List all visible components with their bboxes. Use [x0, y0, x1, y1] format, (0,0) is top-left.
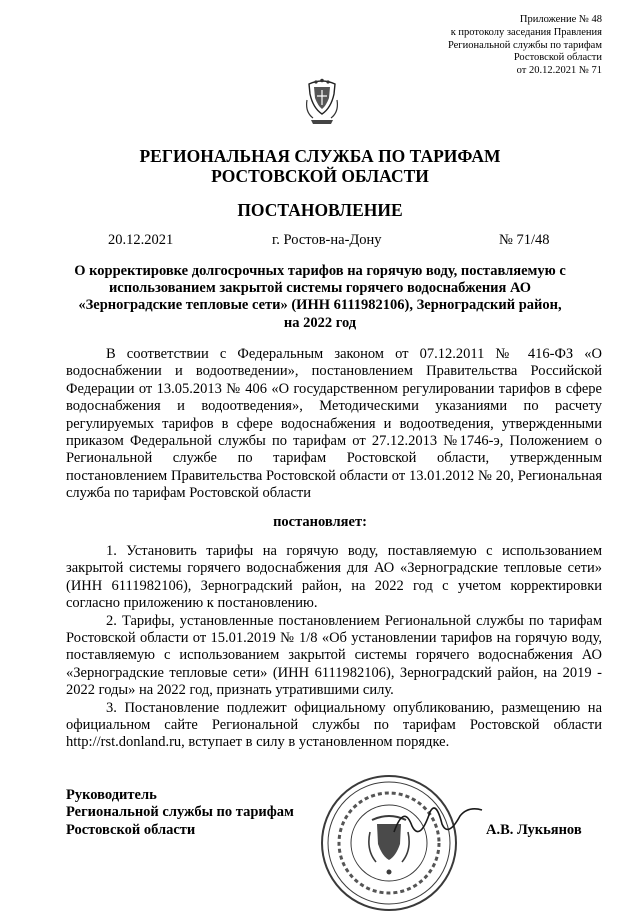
official-seal-icon [318, 772, 460, 914]
document-number: № 71/48 [499, 232, 550, 248]
appendix-line: от 20.12.2021 № 71 [516, 65, 602, 77]
signer-position-line: Руководитель [66, 787, 157, 803]
organization-line: РОСТОВСКОЙ ОБЛАСТИ [211, 166, 429, 186]
document-type: ПОСТАНОВЛЕНИЕ [237, 200, 403, 220]
signer-position [66, 787, 294, 839]
decree-point: 3. Постановление подлежит официальному опубликованию, размещению на официальном сайте Региональной службы по тарифам Ростовской области http://rst.donland.ru, вступает в силу в установленном порядке. [66, 699, 602, 751]
signer-position-line: Ростовской области [66, 821, 196, 838]
coat-of-arms-icon [305, 78, 339, 126]
appendix-line: Приложение № 48 [519, 14, 602, 25]
document-city: г. Ростов-на-Дону [272, 232, 382, 248]
appendix-note [362, 14, 602, 78]
signature-icon [390, 798, 486, 842]
appendix-line: Региональной службы по тарифам [447, 39, 602, 51]
decree-point: 1. Установить тарифы на горячую воду, поставляемую с использованием закрытой системы горячего водоснабжения для АО «Зерноградские тепловые сети» (ИНН 6111982106), Зерноградский район, на 2022 год с учетом корректировки согласно приложению к постановлению. [66, 543, 602, 612]
preamble-paragraph: В соответствии с Федеральным законом от 07.12.2011 № 416-ФЗ «О водоснабжении и водоотведении», постановлением Правительства Российской Федерации от 13.05.2013 № 406 «О государственном регулировании тарифов в сфере водоснабжения и водоотведения», Методическими указаниями по расчету регулируемых тарифов в сфере водоснабжения и водоотведения, утвержденными приказом Федеральной службы по тарифам от 27.12.2013 №1746-э, Положением о Региональной службе по тарифам Ростовской области, утвержденным постановлением Правительства Ростовской области от 13.01.2012 № 20, Региональная служба по тарифам Ростовской области [66, 346, 602, 502]
decree-point: 2. Тарифы, установленные постановлением Региональной службы по тарифам Ростовской области от 15.01.2019 № 1/8 «Об установлении тарифов на горячую воду, поставляемую с использованием закрытой системы горячего водоснабжения АО «Зерноградские тепловые сети» (ИНН 6111982106), Зерноградский район, на 2019 - 2022 годы» на 2022 год, признать утратившими силу. [66, 612, 602, 699]
signer-name: А.В. Лукьянов [486, 822, 582, 838]
document-subject: О корректировке долгосрочных тарифов на горячую воду, поставляемую с использованием закрытой системы горячего водоснабжения АО «Зерноградские тепловые сети» (ИНН 6111982106), Зерноградский район, на 2022 год [74, 263, 566, 331]
organization-line: РЕГИОНАЛЬНАЯ СЛУЖБА ПО ТАРИФАМ [139, 146, 501, 166]
signer-position-line: Региональной службы по тарифам [66, 804, 294, 821]
appendix-line: Ростовской области [513, 52, 602, 64]
document-date: 20.12.2021 [108, 232, 174, 248]
decree-points [66, 543, 602, 752]
organization-title [0, 146, 640, 186]
appendix-line: к протоколу заседания Правления [450, 26, 602, 38]
decree-word: постановляет: [273, 514, 367, 530]
